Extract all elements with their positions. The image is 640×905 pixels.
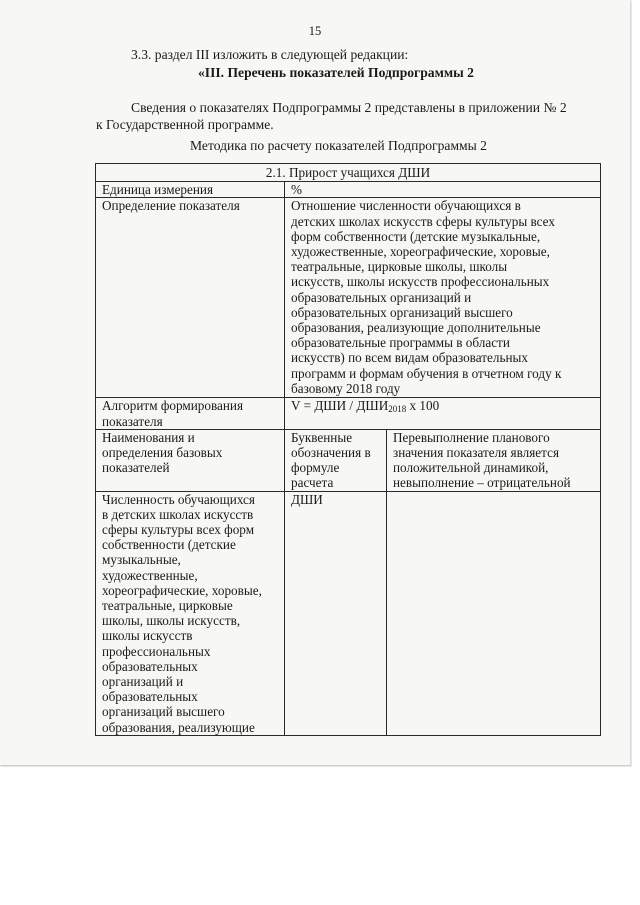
student-count-note <box>387 491 601 735</box>
table-row <box>96 198 601 398</box>
indicator-table <box>95 163 601 736</box>
unit-value: % <box>285 182 601 198</box>
formula-main: V = ДШИ / ДШИ <box>291 398 389 414</box>
intro-line-2: к Государственной программе. <box>96 117 274 132</box>
table-row <box>96 429 601 491</box>
intro-line-1: Сведения о показателях Подпрограммы 2 представлены в приложении № 2 <box>131 100 567 115</box>
amendment-heading: 3.3. раздел III изложить в следующей редакции: <box>131 47 409 62</box>
letter-designation-label: Буквенные обозначения в формуле расчета <box>285 429 387 491</box>
student-count-label: Численность обучающихся в детских школах искусств сферы культуры всех форм собственности (детские музыкальные, художественные, хореографические, хоровые, театральные, цирковые школы, школы искусств, школы искусств профессиональных образовательных организаций и образовательных организаций высшего образования, реализующие <box>96 491 285 735</box>
table-row <box>96 164 601 182</box>
student-count-symbol: ДШИ <box>285 491 387 735</box>
table-row <box>96 398 601 429</box>
performance-note: Перевыполнение планового значения показателя является положительной динамикой, невыполнение – отрицательной <box>387 429 601 491</box>
algorithm-label: Алгоритм формирования показателя <box>96 398 285 429</box>
definition-label: Определение показателя <box>96 198 285 398</box>
formula-cell <box>285 398 601 429</box>
methodology-title: Методика по расчету показателей Подпрограммы 2 <box>190 138 487 153</box>
unit-label: Единица измерения <box>96 182 285 198</box>
formula-tail: x 100 <box>406 398 440 414</box>
base-indicators-label: Наименования и определения базовых показателей <box>96 429 285 491</box>
table-row <box>96 491 601 735</box>
section-title: «III. Перечень показателей Подпрограммы 2 <box>198 65 474 80</box>
table-header: 2.1. Прирост учащихся ДШИ <box>96 164 601 182</box>
page-number: 15 <box>308 24 322 38</box>
formula-subscript: 2018 <box>388 404 407 415</box>
table-row <box>96 182 601 198</box>
definition-value: Отношение численности обучающихся в детских школах искусств сферы культуры всех форм собственности (детские музыкальные, художественные, хореографические, хоровые, театральные, цирковые школы, школы искусств, школы искусств профессиональных образовательных организаций и образовательных организаций высшего образования, реализующие дополнительные образовательные программы в области искусств) по всем видам образовательных программ и формам обучения в отчетном году к базовому 2018 году <box>285 198 601 398</box>
